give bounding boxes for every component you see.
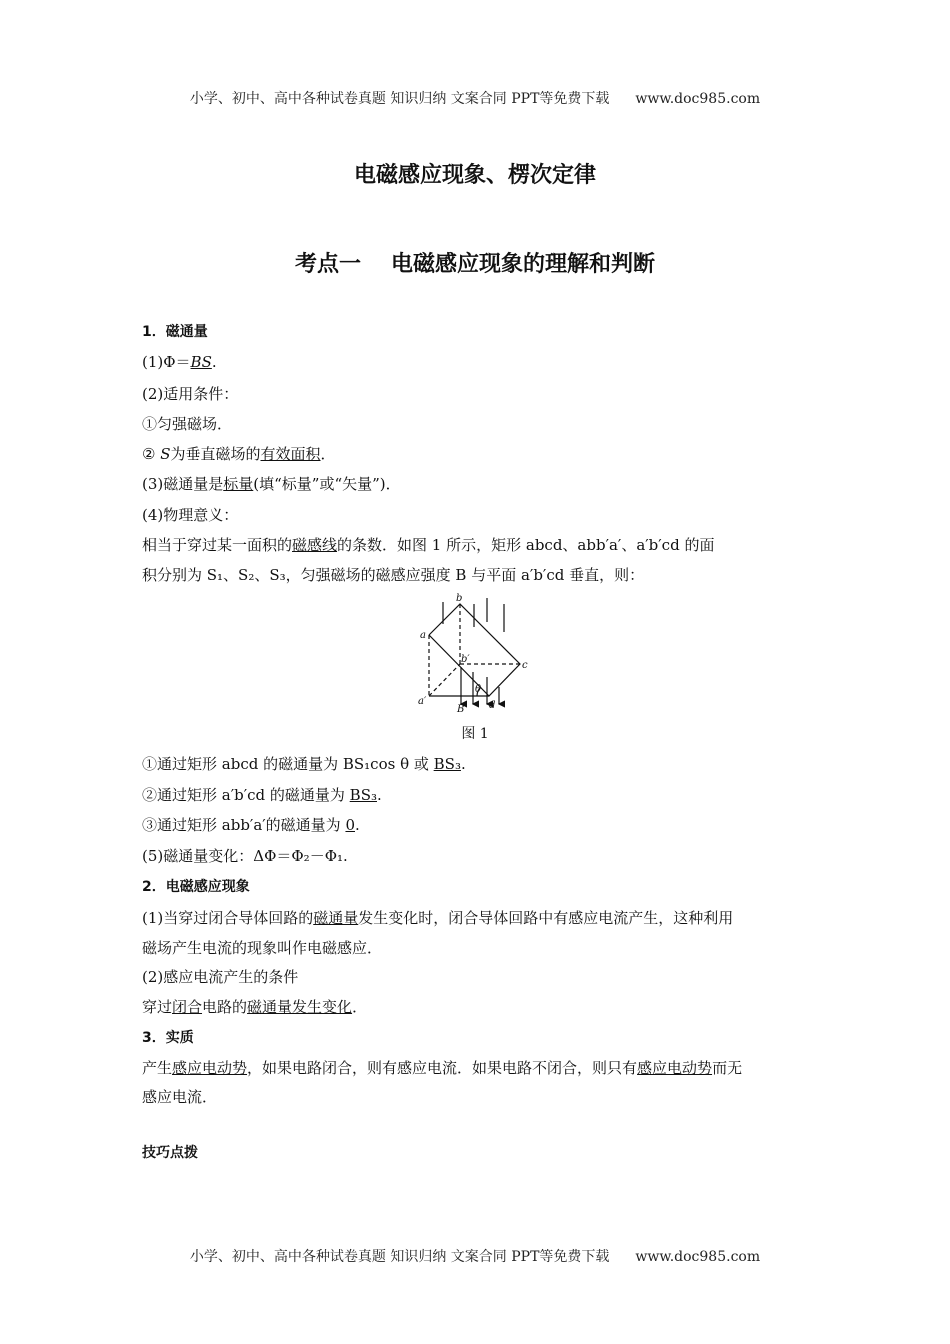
- page-header: [0, 88, 950, 108]
- para-1-2: (2)适用条件：: [142, 385, 239, 403]
- figure-caption: 图 1: [461, 726, 489, 742]
- section-name: 电磁感应现象的理解和判断: [391, 252, 656, 277]
- header-text: 小学、初中、高中各种试卷真题 知识归纳 文案合同 PPT等免费下载: [189, 91, 610, 107]
- para-q4: (5)磁通量变化：ΔΦ＝Φ₂－Φ₁.: [142, 847, 348, 865]
- heading-2: 2．电磁感应现象: [142, 879, 250, 895]
- para-2-4: 穿过闭合电路的磁通量发生变化．: [142, 998, 368, 1016]
- edge-a2b2: [429, 664, 460, 696]
- para-q2: ②通过矩形 a′b′cd 的磁通量为 BS₃.: [142, 786, 382, 804]
- para-1-5: (3)磁通量是标量(填“标量”或“矢量”)．: [142, 475, 401, 493]
- para-3-1: 产生感应电动势，如果电路闭合，则有感应电流．如果电路不闭合，则只有感应电动势而无: [142, 1059, 743, 1077]
- tips-heading: 技巧点拨: [142, 1145, 198, 1161]
- heading-1: 1．磁通量: [142, 324, 208, 340]
- label-b: b: [456, 593, 463, 604]
- page-footer: [0, 1246, 950, 1266]
- para-q3: ③通过矩形 abb′a′的磁通量为 0.: [142, 816, 360, 834]
- label-c: c: [522, 660, 528, 671]
- header-url[interactable]: www.doc985.com: [635, 91, 761, 107]
- heading-3: 3．实质: [142, 1030, 194, 1046]
- para-1-6: (4)物理意义：: [142, 506, 239, 524]
- para-q1: ①通过矩形 abcd 的磁通量为 BS₁cos θ 或 BS₃.: [142, 755, 466, 773]
- label-a-prime: a′: [418, 696, 427, 707]
- para-1-1: (1)Φ＝BS.: [142, 353, 217, 371]
- label-d: d: [489, 700, 496, 711]
- figure-1-diagram: [415, 592, 535, 714]
- para-1-8: 积分别为 S₁、S₂、S₃，匀强磁场的磁感应强度 B 与平面 a′b′cd 垂直，则：: [142, 566, 645, 584]
- para-1-3: ①匀强磁场．: [142, 415, 233, 433]
- label-b-prime: b′: [461, 654, 470, 665]
- section-label: 考点一: [294, 252, 361, 277]
- para-1-7: 相当于穿过某一面积的磁感线的条数．如图 1 所示，矩形 abcd、abb′a′、a′b′cd 的面: [142, 536, 715, 554]
- label-a: a: [420, 630, 426, 641]
- para-2-1: (1)当穿过闭合导体回路的磁通量发生变化时，闭合导体回路中有感应电流产生，这种利用: [142, 909, 734, 927]
- para-2-2: 磁场产生电流的现象叫作电磁感应．: [142, 939, 383, 957]
- page-title: 电磁感应现象、楞次定律: [353, 163, 596, 188]
- para-3-2: 感应电流．: [142, 1088, 218, 1106]
- section-title: [0, 247, 950, 278]
- footer-url[interactable]: www.doc985.com: [635, 1249, 761, 1265]
- para-1-4: ② S为垂直磁场的有效面积．: [142, 445, 336, 463]
- footer-text: 小学、初中、高中各种试卷真题 知识归纳 文案合同 PPT等免费下载: [189, 1249, 610, 1265]
- label-B: B: [457, 704, 465, 714]
- para-2-3: (2)感应电流产生的条件: [142, 968, 299, 986]
- label-theta: θ: [475, 684, 482, 695]
